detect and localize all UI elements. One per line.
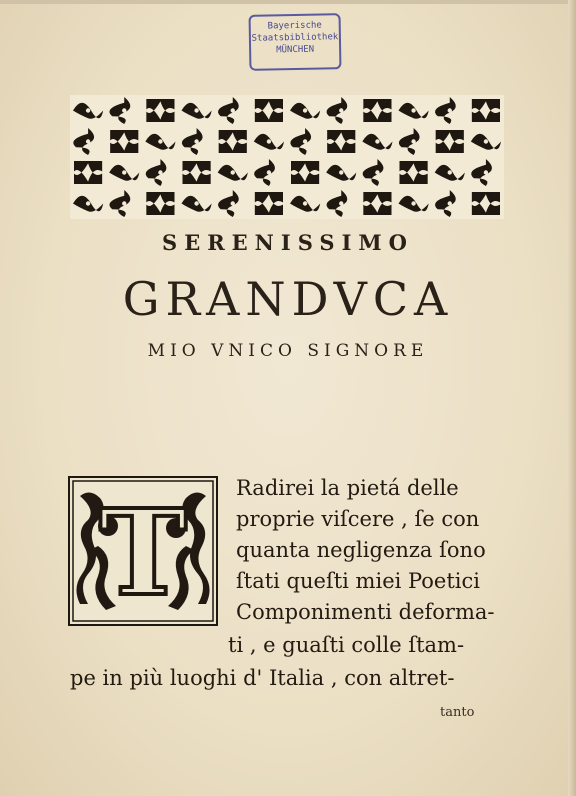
headpiece-dot <box>448 108 452 112</box>
dedication-line-1: SERENISSIMO <box>162 230 414 255</box>
catchword: tanto <box>440 705 475 720</box>
headpiece-dot <box>158 108 162 112</box>
headpiece-dot <box>375 108 379 112</box>
page-edge-top <box>0 0 576 4</box>
body-line-4: ſtati queſti miei Poetici <box>236 569 480 593</box>
headpiece-dot <box>267 108 271 112</box>
headpiece-dot <box>375 170 379 174</box>
headpiece-dot <box>267 201 271 205</box>
headpiece-dot <box>86 139 90 143</box>
headpiece-dot <box>339 201 343 205</box>
stamp-line-1: Bayerische <box>267 20 322 32</box>
headpiece-dot <box>339 170 343 174</box>
headpiece-dot <box>231 108 235 112</box>
headpiece-dot <box>303 201 307 205</box>
headpiece-dot <box>375 201 379 205</box>
headpiece-dot <box>194 108 198 112</box>
headpiece-dot <box>448 139 452 143</box>
headpiece-dot <box>411 139 415 143</box>
body-line-6: ti , e guaſti colle ſtam- <box>228 633 465 657</box>
headpiece-dot <box>122 201 126 205</box>
body-line-3: quanta negligenza ſono <box>236 538 486 562</box>
headpiece-dot <box>267 139 271 143</box>
body-line-2: proprie viſcere , ſe con <box>236 507 480 531</box>
headpiece-dot <box>303 108 307 112</box>
headpiece-dot <box>231 170 235 174</box>
headpiece-dot <box>86 170 90 174</box>
headpiece-dot <box>194 201 198 205</box>
headpiece-dot <box>484 170 488 174</box>
headpiece-dot <box>122 170 126 174</box>
stamp-line-3: MÜNCHEN <box>276 44 315 56</box>
body-line-7: pe in più luoghi d' Italia , con altret- <box>70 666 455 690</box>
page-edge-right <box>568 0 576 796</box>
headpiece-dot <box>231 201 235 205</box>
headpiece-dot <box>158 170 162 174</box>
headpiece-dot <box>448 201 452 205</box>
headpiece-dot <box>339 108 343 112</box>
headpiece-dot <box>158 201 162 205</box>
initial-letter-glyph: T <box>99 483 187 622</box>
headpiece-dot <box>267 170 271 174</box>
headpiece-dot <box>303 170 307 174</box>
headpiece-dot <box>484 139 488 143</box>
body-line-1: Radirei la pietá delle <box>236 476 459 500</box>
dedication-line-2: GRANDVCA <box>122 272 454 326</box>
library-stamp <box>249 13 342 71</box>
headpiece-dot <box>375 139 379 143</box>
headpiece-dot <box>411 108 415 112</box>
headpiece-dot <box>231 139 235 143</box>
headpiece-dot <box>86 201 90 205</box>
headpiece-dot <box>194 139 198 143</box>
headpiece-dot <box>339 139 343 143</box>
headpiece-dot <box>194 170 198 174</box>
headpiece-dot <box>411 201 415 205</box>
headpiece-dot <box>86 108 90 112</box>
dedication-line-3: MIO VNICO SIGNORE <box>147 341 429 361</box>
headpiece-dot <box>158 139 162 143</box>
headpiece-dot <box>411 170 415 174</box>
headpiece-dot <box>122 139 126 143</box>
headpiece-dot <box>448 170 452 174</box>
decorated-initial-letter <box>68 476 218 626</box>
stamp-line-2: Staatsbibliothek <box>251 32 339 44</box>
headpiece-dot <box>484 108 488 112</box>
body-line-5: Componimenti deforma- <box>236 600 495 624</box>
headpiece-dot <box>484 201 488 205</box>
headpiece-dot <box>303 139 307 143</box>
headpiece-dot <box>122 108 126 112</box>
decorative-headpiece <box>70 95 504 219</box>
